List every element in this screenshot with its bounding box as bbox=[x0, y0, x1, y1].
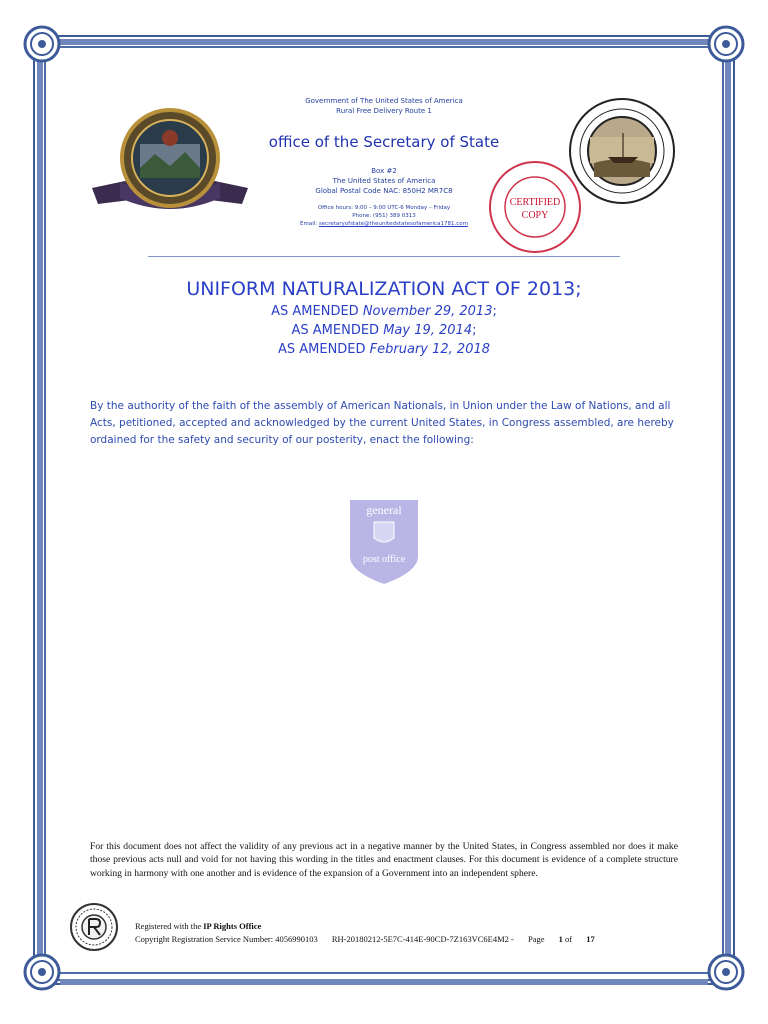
amendment-3: AS AMENDED February 12, 2018 bbox=[277, 342, 491, 357]
email-label: Email: bbox=[300, 221, 319, 227]
registration-details bbox=[135, 933, 675, 946]
registration-ref: RH-20180212-5E7C-414E-90CD-7Z163VC6E4M2 - bbox=[331, 934, 514, 944]
letterhead-route: Rural Free Delivery Route 1 bbox=[336, 107, 432, 115]
footer-note: For this document does not affect the validity of any previous act in a negative manner by the United States, in Congress assembled nor does it make those previous acts null and void for not having this wording in the titles and enactment clauses. For this document is evidence of a complete structure working in harmony with one another and is evidence of the expansion of a Government into an independent sphere. bbox=[90, 841, 678, 879]
letterhead bbox=[250, 96, 518, 228]
letterhead-box: Box #2 bbox=[371, 167, 397, 175]
svg-text:CERTIFIED: CERTIFIED bbox=[509, 197, 561, 208]
letterhead-divider bbox=[148, 256, 620, 257]
preamble-paragraph: By the authority of the faith of the assembly of American Nationals, in Union under the Law of Nations, and all Acts, petitioned, accepted and acknowledged by the current United States, in Congress assembled, are hereby ordained for the safety and security of our posterity, enact the following: bbox=[90, 400, 674, 446]
act-title: UNIFORM NATURALIZATION ACT OF 2013; bbox=[186, 278, 582, 300]
registration-block bbox=[135, 920, 675, 946]
corner-ornament-icon bbox=[706, 24, 746, 64]
corner-ornament-icon bbox=[22, 24, 62, 64]
corner-ornament-icon bbox=[706, 952, 746, 992]
act-title-block bbox=[80, 276, 688, 359]
page-border-band-left bbox=[37, 60, 43, 960]
letterhead-postal-code: Global Postal Code NAC: 850H2 MR7C8 bbox=[315, 187, 453, 195]
page-border-band-bottom bbox=[60, 979, 708, 985]
page-border-band-top bbox=[60, 39, 708, 45]
page-border-band-right bbox=[725, 60, 731, 960]
copyright-number: Copyright Registration Service Number: 4056990103 bbox=[135, 934, 318, 944]
svg-text:COPY: COPY bbox=[521, 210, 549, 221]
svg-text:general: general bbox=[366, 503, 402, 517]
amendment-2: AS AMENDED May 19, 2014; bbox=[291, 323, 477, 338]
secretary-of-state-seal-icon bbox=[568, 97, 676, 205]
letterhead-email-line bbox=[250, 220, 518, 228]
amendment-1: AS AMENDED November 29, 2013; bbox=[271, 304, 497, 319]
letterhead-hours: Office hours: 9:00 – 9:00 UTC-6 Monday – Friday bbox=[317, 205, 451, 211]
ip-rights-seal-icon bbox=[69, 902, 119, 952]
general-post-office-seal-icon bbox=[346, 498, 422, 586]
letterhead-phone: Phone: (951) 389 0313 bbox=[352, 213, 416, 219]
office-title: office of the Secretary of State bbox=[268, 133, 500, 151]
page-indicator: Page 1 of 17 bbox=[528, 934, 595, 944]
letterhead-country: The United States of America bbox=[332, 177, 436, 185]
great-seal-icon bbox=[90, 108, 250, 218]
registration-line: Registered with the IP Rights Office bbox=[135, 921, 262, 931]
letterhead-government: Government of The United States of America bbox=[305, 97, 463, 105]
svg-text:post office: post office bbox=[362, 554, 406, 565]
corner-ornament-icon bbox=[22, 952, 62, 992]
email-link[interactable]: secretaryofstate@theunitedstatesofamerica1781.com bbox=[318, 221, 468, 227]
